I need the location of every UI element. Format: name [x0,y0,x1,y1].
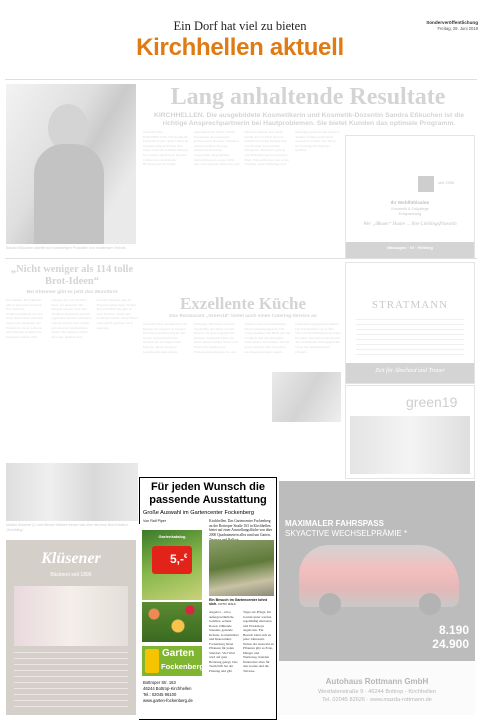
stratmann-ad [345,262,475,384]
article3-subheadline: Das Restaurant „Green19“ bietet auch einen Catering-Service an [169,314,317,319]
feature-caption-text: Ein Besuch im Gartencenter lohnt sich. [209,598,267,607]
kluesener-ad [6,540,136,715]
garten-logo [142,646,205,676]
salon-line-3: Massagen · Ki · Hellweg [387,245,433,250]
article1-headline: Lang anhaltende Resultate [170,84,446,110]
article2-caption: Markus Klüsener (l.) und Werner Gebken freuen sich über die neue Brot-Kreation „Schuhfing“. [6,523,128,532]
sidebar-ad-salon [345,135,475,259]
garten-promo: Gartenkatalog [158,534,186,539]
feature-caption [209,598,274,607]
garten-ad-photo [142,530,202,600]
article2-photo [6,463,138,521]
stratmann-name: STRATMANN [371,299,449,311]
green19-ad [345,385,475,479]
garten-web[interactable]: www.garten-fockenberg.de [143,698,193,703]
salon-line-2: Entspannung [398,212,422,216]
article1-photo [6,84,136,244]
masthead-title: Kirchhellen aktuell [136,34,344,61]
feature-lead: Kirchhellen. Das Gartencenter Fockenberg an der Bottroper Straße 163 in Kirchhellen bietet auf einer Ausstellungsfläche von über 2000 Quadratmetern alles rund um Garten, [209,519,273,538]
green19-name: green19 [406,394,458,410]
garten-brand-top: Garten [162,648,195,659]
article1-divider [5,79,477,80]
feature-box [139,477,277,720]
article1-subheadline: KIRCHHELLEN. Die ausgebildete Kosmetikerin und Kosmetik-Dozentin Sandra Eßkuchen ist die richtige Ansprechpartnerin bei Hautproblemen. Sie bietet Kunden das optimale Programm. [153,112,465,128]
garten-logo-icon [145,649,159,673]
feature-caption-credit: FOTO: RALF [218,602,236,607]
article1-body: Von Ralf Piper. KIRCHHELLEN. Die Kosmetik-Dozentin ist seit vielen Jahren im Ortskern tätig und bietet eine breite Auswahl an Behandlungen für Gesicht und Körper. Kunden schätzen die individuelle Beratung und die ruhige Atmosphäre im Studio. Neben klassischen Anwendungen gehören auch moderne Verfahren zum Programm, die lang anhaltende Resultate versprechen. Regelmäßige Weiterbildungen sorgen dafür, dass stets aktuelle Methoden zum Einsatz kommen. Das Team nimmt sich viel Zeit für jede Kundin und jeden Kunden und erstellt einen persönlichen Pflegeplan. Besonders gefragt sind Behandlungen bei unreiner Haut, Pigmentflecken und ersten Fältchen. Auch Fußpflege und Massagen gehören zum Angebot. Termine können telefonisch vereinbart werden. Das Studio hat montags bis samstags geöffnet. [143,130,341,167]
article2-body: Kirchhellen. Bei Klüsener gibt es eine neue Kreation. Das Team der Traditionsbäckerei hat sich etwas Besonderes einfallen lassen und präsentiert das Wurstbrot, das ab sofort in allen Filialen erhältlich ist. Insgesamt stehen nicht weniger als 114 tolle Brot-Ideen zur Auswahl. Die Rezepte werden nach alter Tradition hergestellt und mit regionalen Zutaten verfeinert. Kunden können sich zudem auf saisonale Spezialitäten freuen. Der Meister erklärt, dass gute Qualität Zeit brauche. Deshalb ruht der Teig besonders lange. Neben Brot und Brötchen gibt es auch Kuchen, Torten und herzhafte Snacks. Die Filialen sind täglich geöffnet, auch sonntags. [6,298,138,339]
kluesener-tagline: Bäckerei seit 1896 [50,572,92,578]
salon-logo-mark [418,176,434,192]
garten-brand-bottom: Fockenberg [161,662,205,671]
feature-subheadline: Große Auswahl im Gartencenter Fockenberg [143,510,254,516]
garten-price-badge [152,546,192,574]
feature-photo [209,540,274,596]
car-contact: Tel. 02045 82626 · www.mazda-rottmann.de [322,697,432,703]
garten-flower-strip [142,602,202,642]
garten-ad [139,524,207,719]
article3-body: Von Ralf Piper. Kirchhellen. Das Restaurant Green19 ist bekannt für seine exzellente Küche. Die Köche verwenden frische Zutaten aus der Region und kreieren daraus moderne Gerichte mit klassischem Einschlag. Die Karte wechselt regelmäßig und bietet sowohl Fleisch- als auch vegetarische Speisen. Zusätzlich bietet das Team einen Catering-Service für Feiern, Hochzeiten und Firmenveranstaltungen an. Auf Wunsch wird ein individuelles Menü zusammengestellt. Die Gäste genießen den Blick auf den Golfplatz und die entspannte Atmosphäre. Im Sommer lädt die große Terrasse zum Verweilen ein. Reservierungen werden telefonisch entgegengenommen. Der Küchenchef legt großen Wert auf Nachhaltigkeit und faire Produkte. Besonders beliebt sind die wechselnden Mittagsgerichte sowie die hausgemachten Desserts. [143,322,341,354]
garten-city: 46244 Bottrop-Kirchhellen [143,686,192,691]
car-ad-headline: MAXIMALER FAHRSPASS [285,519,384,528]
masthead-date: Freitag, 29. Juni 2018 [437,26,478,31]
article3-headline: Exzellente Küche [179,294,307,313]
salon-name: Ihr Wohlfühlsalon [390,200,430,205]
kluesener-name: Klüsener [41,550,101,567]
car-dealer: Autohaus Rottmann GmbH [325,677,429,686]
stratmann-tagline: Zeit für Abschied und Trauer [375,368,445,374]
garten-price: 5,- [169,552,184,566]
feature-body [209,519,274,543]
salon-line-1: Kosmetik & Fußpflege [391,207,429,211]
feature-headline: Für jeden Wunsch die passende Ausstattung [149,481,267,506]
salon-slogan: Wer „ißkuen“ Haare ... Ihre Lieblingsfriseurin [363,222,457,227]
special-label: Sonderveröffentlichung [426,20,478,25]
car-price-1: 8.190 [438,623,469,637]
car-price-2: 24.900 [432,637,469,651]
salon-since: seit 1996 [438,180,455,185]
article1-caption: Sandra Eßkuchen arbeitet mit hochwertigen Produkten und modernster Technik. [6,246,127,250]
car-ad-subheadline: SKYACTIVE WECHSELPRÄMIE * [285,529,408,538]
garten-address: Bottroper Str. 163 [143,680,176,685]
garten-phone: Tel.: 02045 96100 [143,692,177,697]
article3-photo [272,372,341,422]
article2-headline: „Nicht weniger als 114 tolle Brot-Ideen“ [10,264,134,287]
feature-byline: Von Ralf Piper [143,519,166,523]
garten-price-unit: € [184,554,188,560]
article2-subheadline: Bei Klüsener gibt es jetzt das Wurstbrot [26,290,118,295]
car-ad [279,481,475,715]
masthead-subtitle: Ein Dorf hat viel zu bieten [173,19,307,33]
car-address: Westfalenstraße 9 · 46244 Bottrop - Kirchhellen [317,689,437,695]
feature-body-continued: Angebot – etwa außergewöhnliche Gehölze, seltene Rosen, blühende Stauden, gesunde Kräuter, Gartenmöbel und Dekoartikel. Fockenberg bietet Pflanzen für jeden Standort. Viel Wert wird auf gute Beratung gelegt. Das Team hilft bei der Planung und gibt Tipps zur Pflege. Im Gartencenter werden regelmäßig Aktionen und Workshops angeboten. Ein Besuch lohnt sich zu jeder Jahreszeit. Neben der Auswahl an Pflanzen gibt es Erde, Dünger und Werkzeug. Kunden finden hier alles für den Garten und die Terrasse. [209,610,274,673]
